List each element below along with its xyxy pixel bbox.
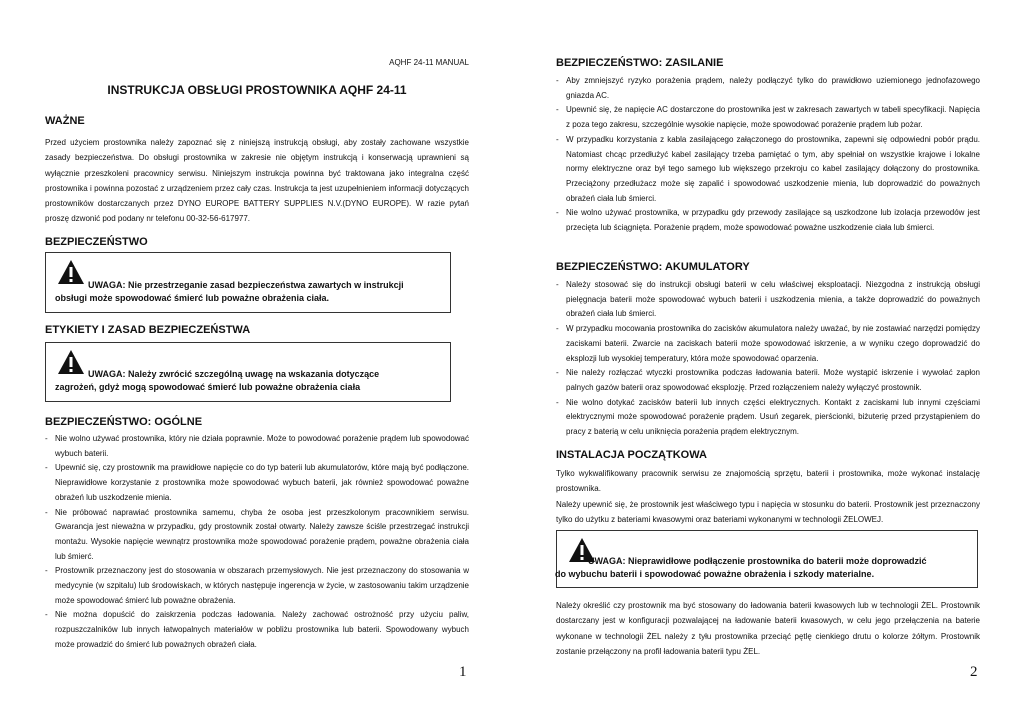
wazne-paragraph	[45, 135, 469, 227]
warning-3-line1: UWAGA: Nieprawidłowe podłączenie prostownika do baterii może doprowadzić	[588, 556, 927, 566]
warning-2-line1: UWAGA: Należy zwrócić szczególną uwagę na wskazania dotyczące	[88, 369, 380, 379]
list-item: - Nie należy rozłączać wtyczki prostownika podczas ładowania baterii. Może wystąpić iskrzenie i wywołać zapłon palnych gazów baterii oraz spowodować eksplozję. Przed rozłączeniem należy wyłączyć prostownik.	[556, 368, 980, 392]
list-item: - W przypadku mocowania prostownika do zacisków akumulatora należy uważać, by nie zostawiać narzędzi pomiędzy zaciskami baterii. Zwarcie na zaciskach baterii może spowodować iskrzenie, a w wyniku czego doprowadzić do eksplozji lub wysokiej temperatury, która może spowodować oparzenia.	[556, 324, 980, 363]
warning-box-3	[556, 530, 978, 588]
heading-instalacja: INSTALACJA POCZĄTKOWA	[556, 449, 707, 461]
heading-bezpieczenstwo: BEZPIECZEŃSTWO	[45, 236, 148, 248]
final-text: Należy określić czy prostownik ma być stosowany do ładowania baterii kwasowych lub w technologii ŻEL. Prostownik dostarczany jest w konfiguracji pozwalającej na ładowanie baterii kwasowych, w celu jego przełączenia na baterie wykonane w technologii ŻEL należy z tyłu prostownika przeciąć pętlę cienkiego drutu o kolorze żółtym. Prostownik zostanie przełączony na profil ładowania baterii typu ŻEL.	[556, 601, 980, 656]
heading-wazne: WAŻNE	[45, 115, 85, 127]
list-item: - Upewnić się, że napięcie AC dostarczone do prostownika jest w zakresach zawartych w tabeli specyfikacji. Napięcia z poza tego zakresu, szczególnie wysokie napięcie, może spowodować porażenie prądem lub pożar.	[556, 105, 980, 130]
warning-1-line2: obsługi może spowodować śmierć lub poważne obrażenia ciała.	[55, 293, 330, 303]
list-item: - Prostownik przeznaczony jest do stosowania w obszarach przemysłowych. Nie jest przeznaczony do stosowania w medycynie (w szpitalu) lub środowiskach, w których następuje ingerencja w życie, w zastosowaniu takim urządzenie może spowodować śmierć lub poważne obrażenia.	[45, 566, 469, 605]
list-item: - Nie wolno używać prostownika, który nie działa poprawnie. Może to powodować porażenie prądem lub spowodować wybuch baterii.	[45, 434, 469, 458]
instalacja-text-1: Tylko wykwalifikowany pracownik serwisu ze znajomością sprzętu, baterii i prostownika, może wykonać instalację prostownika.	[556, 469, 980, 494]
list-item: - Nie można dopuścić do zaiskrzenia podczas ładowania. Należy zachować ostrożność przy użyciu paliw, rozpuszczalników lub innych łatwopalnych materiałów w pobliżu prostownika lub baterii. Spowodowany wybuch może prowadzić do śmierć lub poważnych obrażeń ciała.	[45, 610, 469, 649]
document-title: INSTRUKCJA OBSŁUGI PROSTOWNIKA AQHF 24-11	[107, 83, 407, 97]
warning-box-2	[45, 342, 451, 402]
page-number: 1	[459, 664, 467, 680]
heading-akumulatory: BEZPIECZEŃSTWO: AKUMULATORY	[556, 261, 750, 273]
instalacja-paragraph	[556, 466, 980, 527]
list-item: - Upewnić się, czy prostownik ma prawidłowe napięcie co do typ baterii lub akumulatorów, które mają być podłączone. Nieprawidłowe korzystanie z prostownika może spowodować wybuch baterii, jak również spowodować poważne obrażeń lub uszkodzenie mienia.	[45, 463, 469, 502]
running-header: AQHF 24-11 MANUAL	[389, 58, 469, 67]
heading-zasilanie: BEZPIECZEŃSTWO: ZASILANIE	[556, 57, 724, 69]
warning-box-1	[45, 252, 451, 313]
wazne-text: Przed użyciem prostownika należy zapoznać się z niniejszą instrukcją obsługi, aby zostały zachowane wszystkie zasady bezpieczeństwa. Do obsługi prostownika w zakresie nie objętym instrukcją i konserwacją uprawnieni są wyłącznie przeszkoleni pracownicy serwisu. Niniejszym instrukcja powinna być traktowana jako integralna część prostownika i powinna pozostać z urządzeniem przez cały czas. Instrukcja ta jest uzupełnieniem informacji dotyczących prostowników dostarczanych przez DYNO EUROPE BATTERY SUPPLIES N.V.(DYNO EUROPE). W razie pytań proszę dzwonić pod podany nr telefonu 00-32-56-617977.	[45, 138, 469, 224]
warning-3-text	[555, 555, 927, 581]
list-item: - Należy stosować się do instrukcji obsługi baterii w celu właściwej eksploatacji. Niezgodna z instrukcją obsługi pielęgnacja baterii może spowodować wybuch baterii i uszkodzenia mienia, a także doprowadzić do poważnych obrażeń ciała lub śmierci.	[556, 280, 980, 319]
heading-ogolne: BEZPIECZEŃSTWO: OGÓLNE	[45, 416, 203, 428]
warning-1-line1: UWAGA: Nie przestrzeganie zasad bezpieczeństwa zawartych w instrukcji	[88, 280, 404, 290]
ogolne-list	[45, 432, 469, 653]
akumulatory-list	[556, 278, 980, 440]
warning-2-line2: zagrożeń, gdyż mogą spowodować śmierć lub poważne obrażenia ciała	[55, 382, 361, 392]
page-number: 2	[970, 664, 978, 680]
instalacja-text-2: Należy upewnić się, że prostownik jest właściwego typu i napięcia w stosunku do baterii. Prostownik jest przeznaczony tylko do użytku z bateriami kwasowymi oraz bateriami wykonanymi w technologii ŻELOWEJ.	[556, 499, 980, 524]
warning-3-line2: do wybuchu baterii i spowodować poważne obrażenia i szkody materialne.	[555, 569, 875, 579]
list-item: - Nie wolno dotykać zacisków baterii lub innych części elektrycznych. Kontakt z zaciskami lub innymi częściami elektrycznymi może spowodować porażenie prądem. Usuń zegarek, pierścionki, biżuterię przed przystąpieniem do pracy z baterią w celu uniknięcia porażenia prądem elektrycznym.	[556, 397, 980, 437]
list-item: - W przypadku korzystania z kabla zasilającego załączonego do prostownika, zapewni się odpowiedni pobór prądu. Natomiast chcąc przedłużyć kabel zasilający trzeba pamiętać o tym, aby spełniał on wszystkie krajowe i lokalne normy elektryczne oraz był tego samego lub większego przekroju co kabel zasilający dołączony do prostownika. Przeciążony przedłużacz może się zapalić i spowodować uszkodzenie mienia, lub doprowadzić do poważnych obrażeń ciała lub śmierci.	[556, 134, 980, 203]
warning-2-text	[55, 368, 379, 394]
heading-etykiety: ETYKIETY I ZASAD BEZPIECZEŃSTWA	[45, 324, 251, 336]
list-item: - Nie wolno używać prostownika, w przypadku gdy przewody zasilające są uszkodzone lub izolacja przewodów jest przecięta lub ściągnięta. Porażenie prądem, może spowodować poważne uszkodzenie ciała lub śmierci.	[556, 208, 980, 233]
zasilanie-list	[556, 74, 980, 236]
list-item: - Nie próbować naprawiać prostownika samemu, chyba że osoba jest przeszkolonym pracownikiem serwisu. Gwarancja jest nieważna w przypadku, gdy prostownik został otwarty. Należy zawsze ściśle przestrzegać instrukcji montażu. Wysokie napięcie wewnątrz prostownika może spowodować porażenie prądem, poważne obrażenia ciała lub śmierć.	[45, 507, 469, 561]
warning-1-text	[55, 279, 404, 305]
final-paragraph	[556, 598, 980, 659]
list-item: - Aby zmniejszyć ryzyko porażenia prądem, należy podłączyć tylko do prawidłowo uziemionego jednofazowego gniazda AC.	[556, 76, 980, 100]
